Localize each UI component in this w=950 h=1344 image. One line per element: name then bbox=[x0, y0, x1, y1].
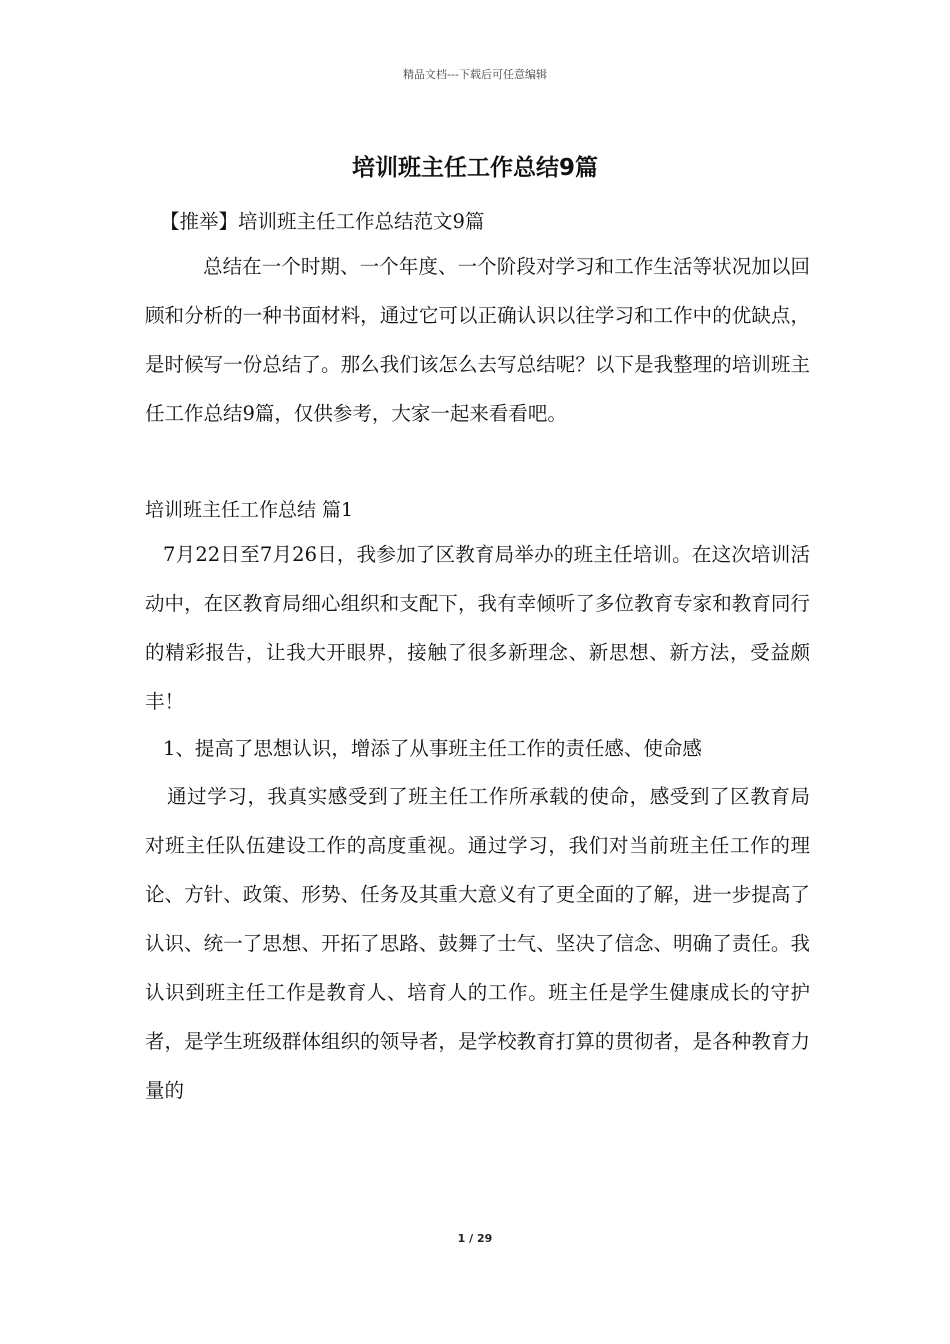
document-subtitle: 【推举】培训班主任工作总结范文9篇 bbox=[160, 210, 485, 233]
section-paragraph-1: 7月22日至7月26日，我参加了区教育局举办的班主任培训。在这次培训活动中，在区教育局细心组织和支配下，我有幸倾听了多位教育专家和教育同行的精彩报告，让我大开眼界，接触了很多新理念、新思想、新方法，受益颇丰！ bbox=[145, 543, 810, 713]
page-number: 1 / 29 bbox=[457, 1232, 493, 1245]
section-spacer bbox=[145, 438, 810, 490]
header-note: 精品文档---下载后可任意编辑 bbox=[403, 68, 547, 81]
document-title: 培训班主任工作总结9篇 bbox=[351, 155, 598, 181]
section-point-1: 1、提高了思想认识，增添了从事班主任工作的责任感、使命感 bbox=[163, 737, 702, 760]
intro-paragraph: 总结在一个时期、一个年度、一个阶段对学习和工作生活等状况加以回顾和分析的一种书面材料，通过它可以正确认识以往学习和工作中的优缺点，是时候写一份总结了。那么我们该怎么去写总结呢？以下是我整理的培训班主任工作总结9篇，仅供参考，大家一起来看看吧。 bbox=[145, 255, 810, 425]
section-heading: 培训班主任工作总结 篇1 bbox=[145, 499, 354, 521]
document-body bbox=[145, 202, 810, 1115]
section-paragraph-2: 通过学习，我真实感受到了班主任工作所承载的使命，感受到了区教育局对班主任队伍建设工作的高度重视。通过学习，我们对当前班主任工作的理论、方针、政策、形势、任务及其重大意义有了更全面的了解，进一步提高了认识、统一了思想、开拓了思路、鼓舞了士气、坚决了信念、明确了责任。我认识到班主任工作是教育人、培育人的工作。班主任是学生健康成长的守护者，是学生班级群体组织的领导者，是学校教育打算的贯彻者，是各种教育力量的 bbox=[145, 785, 810, 1102]
